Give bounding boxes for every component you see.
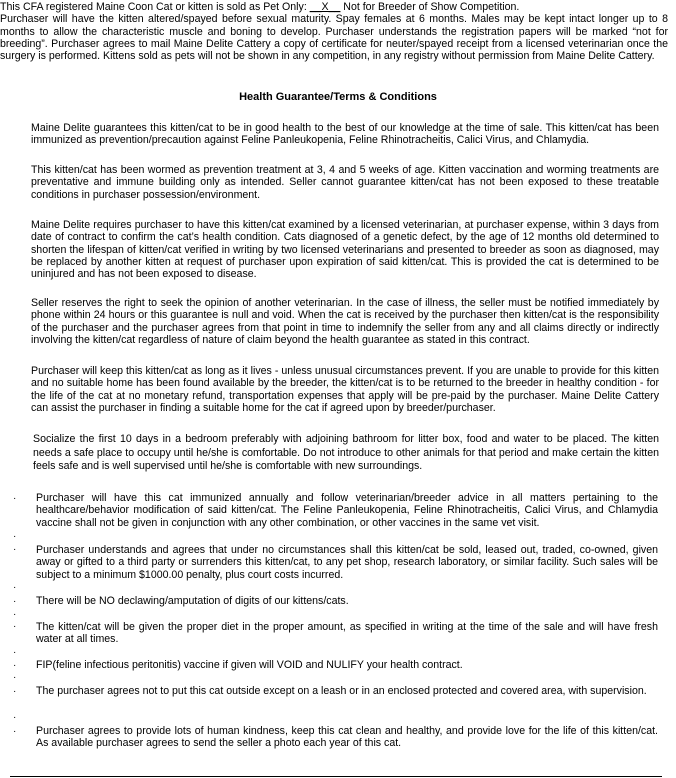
- bullet-marker: ·: [13, 647, 17, 658]
- bullet-item-indoor-only: The purchaser agrees not to put this cat outside except on a leash or in an enclosed protected and covered area, with supervision.: [36, 685, 647, 697]
- bullet-marker: ·: [13, 493, 17, 504]
- bullet-item-immunization: Purchaser will have this cat immunized annually and follow veterinarian/breeder advice in all matters pertaining to the healthcare/behavior modification of said kitten/cat. The Feline Panleukopenia, Feline Rhinotracheitis, Calici Virus, and Chlamydia vaccine shall not be given in conjunction with any other combination, or other vaccines in the same vet visit.: [36, 492, 658, 529]
- pet-only-mark: __X__: [309, 1, 341, 13]
- paragraph-socialize: Socialize the first 10 days in a bedroom preferably with adjoining bathroom for litter box, food and water to be placed. The kitten needs a safe place to occupy until he/she is comfortable. Do not introduce to other animals for that period and make certain the kitten feels safe and is well supervised until he/she is comfortable with new surroundings.: [33, 433, 659, 472]
- bullet-marker: ·: [13, 531, 17, 542]
- bullet-marker: ·: [13, 686, 17, 697]
- bullet-item-no-declawing: There will be NO declawing/amputation of digits of our kittens/cats.: [36, 595, 349, 607]
- bullet-item-proper-diet: The kitten/cat will be given the proper diet in the proper amount, as specified in writing at the time of the sale and will have fresh water at all times.: [36, 621, 658, 646]
- bullet-item-kindness-photos: Purchaser agrees to provide lots of human kindness, keep this cat clean and healthy, and provide love for the life of this kitten/cat. As available purchaser agrees to send the seller a photo each year of this cat.: [36, 725, 658, 750]
- bullet-marker: ·: [13, 726, 17, 737]
- pet-only-line-prefix: This CFA registered Maine Coon Cat or kitten is sold as Pet Only:: [0, 1, 310, 13]
- bullet-marker: ·: [13, 582, 17, 593]
- paragraph-lifetime-care: Purchaser will keep this kitten/cat as long as it lives - unless unusual circumstances prevent. If you are unable to provide for this kitten and no suitable home has been found available by the breeder, the kitten/cat is to be returned to the breeder in healthy condition - for the life of the cat at no monetary refund, transportation expenses that apply will be pre-paid by the purchaser. Maine Delite Cattery can assist the purchaser in finding a suitable home for the cat if agreed upon by breeder/purchaser.: [31, 365, 659, 414]
- pet-only-line-suffix: Not for Breeder of Show Competition.: [340, 1, 520, 13]
- bullet-item-no-resale: Purchaser understands and agrees that under no circumstances shall this kitten/cat be sold, leased out, traded, co-owned, given away or gifted to a third party or surrenders this kitten/cat, to any pet shop, research laboratory, or similar facility. Such sales will be subject to a minimum $1000.00 penalty, plus court costs incurred.: [36, 544, 658, 581]
- bullet-marker: ·: [13, 660, 17, 671]
- paragraph-worming: This kitten/cat has been wormed as prevention treatment at 3, 4 and 5 weeks of age. Kitten vaccination and worming treatments are preventative and immune building only as intended. Seller cannot guarantee kitten/cat has not been exposed to these treatable conditions in purchaser possession/environment.: [31, 164, 659, 201]
- paragraph-vet-exam: Maine Delite requires purchaser to have this kitten/cat examined by a licensed veterinarian, at purchaser expense, within 3 days from date of contract to confirm the cat’s health condition. Cats diagnosed of a genetic defect, by the age of 12 months old determined to shorten the lifespan of kitten/cat verified in writing by two licensed veterinarians and presented to breeder as soon as diagnosed, may be replaced by another kitten at request of purchaser upon expiration of said kitten/cat. This is provided the cat is determined to be uninjured and has not been exposed to disease.: [31, 219, 659, 281]
- bullet-marker: ·: [13, 672, 17, 683]
- section-heading: Health Guarantee/Terms & Conditions: [239, 91, 437, 103]
- intro-section: [0, 1, 668, 62]
- bullet-marker: ·: [13, 544, 17, 555]
- intro-text: Purchaser will have the kitten altered/spayed before sexual maturity. Spay females at 6 months. Males may be kept intact longer up to 8 months to allow the characteristic muscle and boning to develop. Purchaser understands the registration papers will be marked “not for breeding”. Purchaser agrees to mail Maine Delite Cattery a copy of certificate for neuter/spayed receipt from a licensed veterinarian once the surgery is performed. Kittens sold as pets will not be shown in any competition, in any registry without permission from Maine Delite Cattery.: [0, 13, 668, 63]
- bullet-marker: ·: [13, 621, 17, 632]
- bullet-marker: ·: [13, 596, 17, 607]
- bullet-marker: ·: [13, 609, 17, 620]
- paragraph-health-guarantee: Maine Delite guarantees this kitten/cat to be in good health to the best of our knowledge at the time of sale. This kitten/cat has been immunized as prevention/precaution against Feline Panleukopenia, Feline Rhinotracheitis, Calici Virus, and Chlamydia.: [31, 122, 659, 147]
- bullet-item-fip-vaccine: FIP(feline infectious peritonitis) vaccine if given will VOID and NULIFY your health contract.: [36, 659, 463, 671]
- signature-line: [10, 776, 662, 777]
- bullet-marker: ·: [13, 712, 17, 723]
- paragraph-seller-rights: Seller reserves the right to seek the opinion of another veterinarian. In the case of illness, the seller must be notified immediately by phone within 24 hours or this guarantee is null and void. When the cat is received by the purchaser then kitten/cat is the responsibility of the purchaser and the purchaser agrees from that point in time to indemnify the seller from any and all claims directly or indirectly involving the kitten/cat regardless of nature of claim beyond the health guarantee as stated in this contract.: [31, 297, 659, 346]
